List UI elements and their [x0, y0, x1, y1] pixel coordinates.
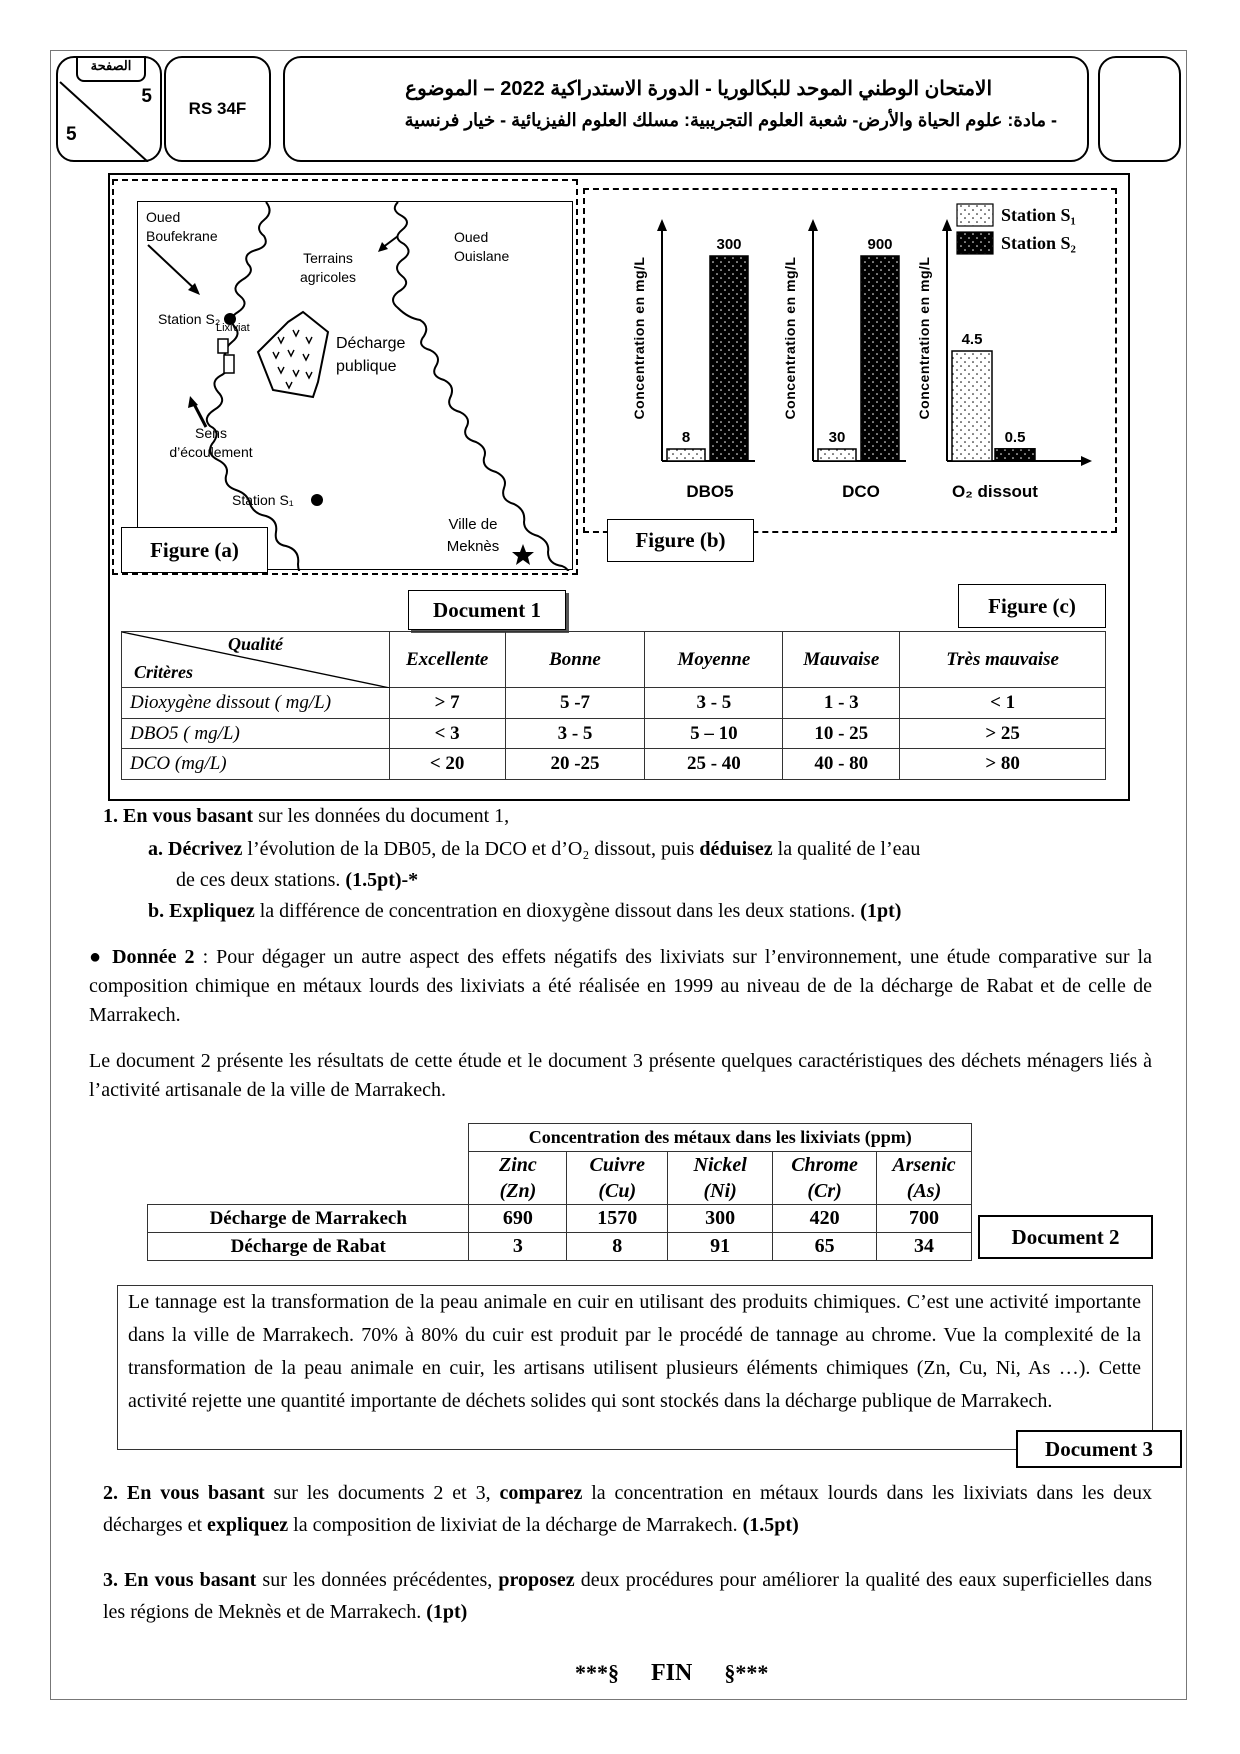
label-oued-boufekrane: Oued Boufekrane [146, 209, 218, 244]
metal-name: Nickel [693, 1154, 747, 1176]
blank-cell [148, 1152, 469, 1205]
value-cell: 300 [668, 1205, 773, 1233]
table-row [122, 688, 1106, 719]
col-header: Bonne [505, 632, 645, 688]
corner-cell [122, 632, 390, 688]
text-segment: (1.5pt) [742, 1514, 799, 1536]
text-segment: la composition de lixiviat de la décharge de Marrakech. [288, 1514, 743, 1536]
text-segment: proposez [498, 1569, 575, 1591]
data-label: 0.5 [1004, 428, 1026, 446]
question-2 [103, 1477, 1152, 1541]
value-cell: 5 -7 [505, 688, 645, 719]
value-cell: > 80 [900, 749, 1106, 780]
value-cell: < 3 [389, 719, 505, 749]
value-cell: 3 - 5 [505, 719, 645, 749]
value-cell: 8 [567, 1233, 668, 1261]
legend-swatch-s1 [957, 204, 993, 226]
metal-symbol: (Zn) [499, 1180, 537, 1202]
data-label: 30 [828, 429, 846, 446]
map [137, 201, 573, 570]
value-cell: 65 [773, 1233, 877, 1261]
metals-subheader-row [148, 1152, 972, 1205]
value-cell: 91 [668, 1233, 773, 1261]
y-axis-arrow [808, 219, 818, 231]
text-segment: déduisez [699, 838, 773, 860]
donnee-2 [89, 943, 1152, 1030]
value-cell: 1 - 3 [783, 688, 900, 719]
value-cell: 34 [877, 1233, 972, 1261]
text-segment: sur les documents 2 et 3, [264, 1482, 500, 1504]
metal-name: Chrome [791, 1154, 858, 1176]
exam-code-box [164, 56, 271, 162]
value-cell: 5 – 10 [645, 719, 783, 749]
text-segment: : Pour dégager un autre aspect des effets négatifs des lixiviats sur l’environnement, une étude comparative sur la composition chimique en métaux lourds des lixiviats a été réalisée en 1999 au niveau de de la décharge de Rabat et de celle de Marrakech. [89, 946, 1152, 1026]
meknes-star-icon [512, 544, 534, 565]
data-label: 4.5 [961, 331, 983, 348]
metal-header [877, 1152, 972, 1205]
text-segment: deux procédures pour améliorer la qualité des eaux superficielles dans les régions de Meknès et de Marrakech. [103, 1569, 1152, 1623]
metal-name: Zinc [499, 1154, 537, 1176]
decharge-shape [258, 312, 328, 397]
metal-symbol: (As) [906, 1180, 942, 1202]
y-axis-arrow [942, 219, 952, 231]
value-cell: < 20 [389, 749, 505, 780]
metals-table [147, 1123, 972, 1261]
text-segment: de ces deux stations. [176, 869, 346, 891]
bar-s2 [861, 256, 899, 461]
text-segment: sur les données du document 1, [253, 805, 510, 827]
page-total: 5 [66, 124, 77, 145]
text-segment: ● Donnée 2 [89, 946, 195, 968]
text-segment: (1.5pt)-* [345, 869, 419, 891]
figure-c-label: Figure (c) [958, 584, 1106, 628]
category-label: DBO5 [686, 482, 734, 501]
figure-b-label: Figure (b) [607, 519, 754, 562]
text-segment: la qualité de l’eau [772, 838, 921, 860]
figure-a-label: Figure (a) [121, 527, 268, 573]
arrow-boufekrane [148, 245, 198, 292]
blank-box [1098, 56, 1181, 162]
legend-label: Station S₂ [1001, 233, 1076, 253]
text-segment: (1pt) [426, 1601, 468, 1623]
page-label: الصفحة [90, 58, 132, 73]
label-ville-meknes: Ville de Meknès [446, 516, 500, 555]
text-segment: 1. En vous basant [103, 805, 254, 827]
text-segment: expliquez [207, 1514, 289, 1536]
category-label: DCO [842, 482, 880, 501]
text-segment: sur les données précédentes, [256, 1569, 499, 1591]
document3-text: Le tannage est la transformation de la peau animale en cuir en utilisant des produits chimiques. C’est une activité importante dans la ville de Marrakech. 70% à 80% du cuir est produit par le procédé de tannage au chrome. Vue la complexité de la transformation de la peau animale en cuir, les artisans utilisent plusieurs éléments chimiques (Zn, Cu, Ni, As …). Cette activité rejette une quantité importante de déchets solides qui sont stockés dans la décharge publique de Marrakech. [128, 1291, 1141, 1412]
metals-header: Concentration des métaux dans les lixiviats (ppm) [469, 1124, 972, 1152]
lixiviat-box-1 [218, 339, 228, 353]
data-label: 900 [867, 236, 893, 253]
text-segment: la concentration en métaux lourds dans les lixiviats dans les deux décharges et [103, 1482, 1152, 1536]
corner-qualite: Qualité [228, 634, 284, 654]
exam-title: الامتحان الوطني الموحد للبكالوريا - الدورة الاستدراكية 2022 – الموضوع [405, 78, 992, 100]
value-cell: > 25 [900, 719, 1106, 749]
value-cell: > 7 [389, 688, 505, 719]
metals-header-row [148, 1124, 972, 1152]
exam-code: RS 34F [188, 99, 247, 118]
text-segment: 2. En vous basant [103, 1482, 265, 1504]
y-axis-arrow [657, 219, 667, 231]
page-number: 5 [141, 86, 152, 107]
bar-s1 [818, 449, 856, 461]
footer-fin [575, 1660, 768, 1687]
value-cell: 700 [877, 1205, 972, 1233]
value-cell: 40 - 80 [783, 749, 900, 780]
criterion-cell: Dioxygène dissout ( mg/L) [122, 688, 390, 719]
label-oued-ouislane: Oued Ouislane [454, 229, 510, 264]
data-label: 8 [681, 429, 691, 446]
x-axis-arrow [1081, 456, 1092, 466]
col-header: Mauvaise [783, 632, 900, 688]
col-header: Moyenne [645, 632, 783, 688]
title-box [283, 56, 1089, 162]
site-cell: Décharge de Rabat [148, 1233, 469, 1261]
intro-documents [89, 1047, 1152, 1105]
site-cell: Décharge de Marrakech [148, 1205, 469, 1233]
blank-cell [148, 1124, 469, 1152]
metal-header [567, 1152, 668, 1205]
label-station-s2: Station S₂ [158, 311, 221, 327]
y-axis-label: Concentration en mg/L [631, 256, 647, 420]
text-segment: a. Décrivez [148, 838, 243, 860]
text-segment: b. Expliquez [148, 900, 255, 922]
category-label: O₂ dissout [952, 482, 1038, 501]
chart-marks [631, 204, 1092, 501]
station-s1-dot [311, 494, 323, 506]
exam-subtitle: - مادة: علوم الحياة والأرض- شعبة العلوم التجريبية: مسلك العلوم الفيزيائية - خيار فرنسية [404, 110, 1057, 130]
label-sens-ecoulement: Sens d’écoulement [169, 425, 253, 460]
label-decharge-publique: Décharge publique [336, 335, 406, 375]
label-terrains-agricoles: Terrains agricoles [299, 250, 357, 285]
legend-swatch-s2 [957, 232, 993, 254]
question-1b [148, 897, 901, 926]
question-1a [148, 835, 920, 864]
footer-fin-text: FIN [651, 1660, 693, 1686]
document2-label: Document 2 [978, 1215, 1153, 1259]
metal-header [773, 1152, 877, 1205]
table-row [148, 1205, 972, 1233]
value-cell: 420 [773, 1205, 877, 1233]
table-row [122, 719, 1106, 749]
col-header: Très mauvaise [900, 632, 1106, 688]
legend-label: Station S₁ [1001, 205, 1076, 225]
value-cell: 25 - 40 [645, 749, 783, 780]
bar-s1 [952, 351, 992, 461]
metal-symbol: (Cu) [598, 1180, 637, 1202]
value-cell: 20 -25 [505, 749, 645, 780]
value-cell: 1570 [567, 1205, 668, 1233]
quality-table [121, 631, 1106, 780]
text-segment: comparez [499, 1482, 583, 1504]
lixiviat-box-2 [224, 355, 234, 373]
table-row [122, 749, 1106, 780]
y-axis-label: Concentration en mg/L [916, 256, 932, 420]
bar-s2 [995, 449, 1035, 461]
table-row [148, 1233, 972, 1261]
value-cell: 690 [469, 1205, 567, 1233]
y-axis-label: Concentration en mg/L [782, 256, 798, 420]
col-header: Excellente [389, 632, 505, 688]
metal-symbol: (Ni) [703, 1180, 737, 1202]
question-1 [103, 802, 509, 831]
metal-symbol: (Cr) [807, 1180, 842, 1202]
text-segment: l’évolution de la DB05, de la DCO et d’O₂ dissout, puis [242, 838, 700, 860]
criterion-cell: DBO5 ( mg/L) [122, 719, 390, 749]
value-cell: 3 - 5 [645, 688, 783, 719]
text-segment: (1pt) [860, 900, 902, 922]
label-lixiviat: Lixiviat [216, 322, 250, 334]
document3-label: Document 3 [1016, 1430, 1182, 1468]
data-label: 300 [716, 236, 742, 253]
footer-right: §*** [724, 1660, 769, 1685]
label-station-s1: Station S₁ [232, 492, 294, 508]
metal-name: Cuivre [589, 1154, 646, 1176]
corner-criteres: Critères [134, 662, 194, 682]
table-header-row [122, 632, 1106, 688]
metal-header [668, 1152, 773, 1205]
page-number-box [56, 56, 162, 162]
criterion-cell: DCO (mg/L) [122, 749, 390, 780]
bar-s1 [667, 449, 705, 461]
text-segment: Le document 2 présente les résultats de cette étude et le document 3 présente quelques caractéristiques des déchets ménagers liés à l’activité artisanale de la ville de Marrakech. [89, 1050, 1152, 1101]
metal-header [469, 1152, 567, 1205]
value-cell: 3 [469, 1233, 567, 1261]
text-segment: 3. En vous basant [103, 1569, 257, 1591]
figure-b-chart [583, 188, 1117, 533]
question-3 [103, 1564, 1152, 1628]
bar-s2 [710, 256, 748, 461]
value-cell: 10 - 25 [783, 719, 900, 749]
metal-name: Arsenic [892, 1154, 956, 1176]
question-1a-cont [176, 866, 418, 895]
text-segment: la différence de concentration en dioxygène dissout dans les deux stations. [254, 900, 861, 922]
document1-label: Document 1 [408, 590, 566, 630]
value-cell: < 1 [900, 688, 1106, 719]
footer-left: ***§ [575, 1660, 619, 1685]
